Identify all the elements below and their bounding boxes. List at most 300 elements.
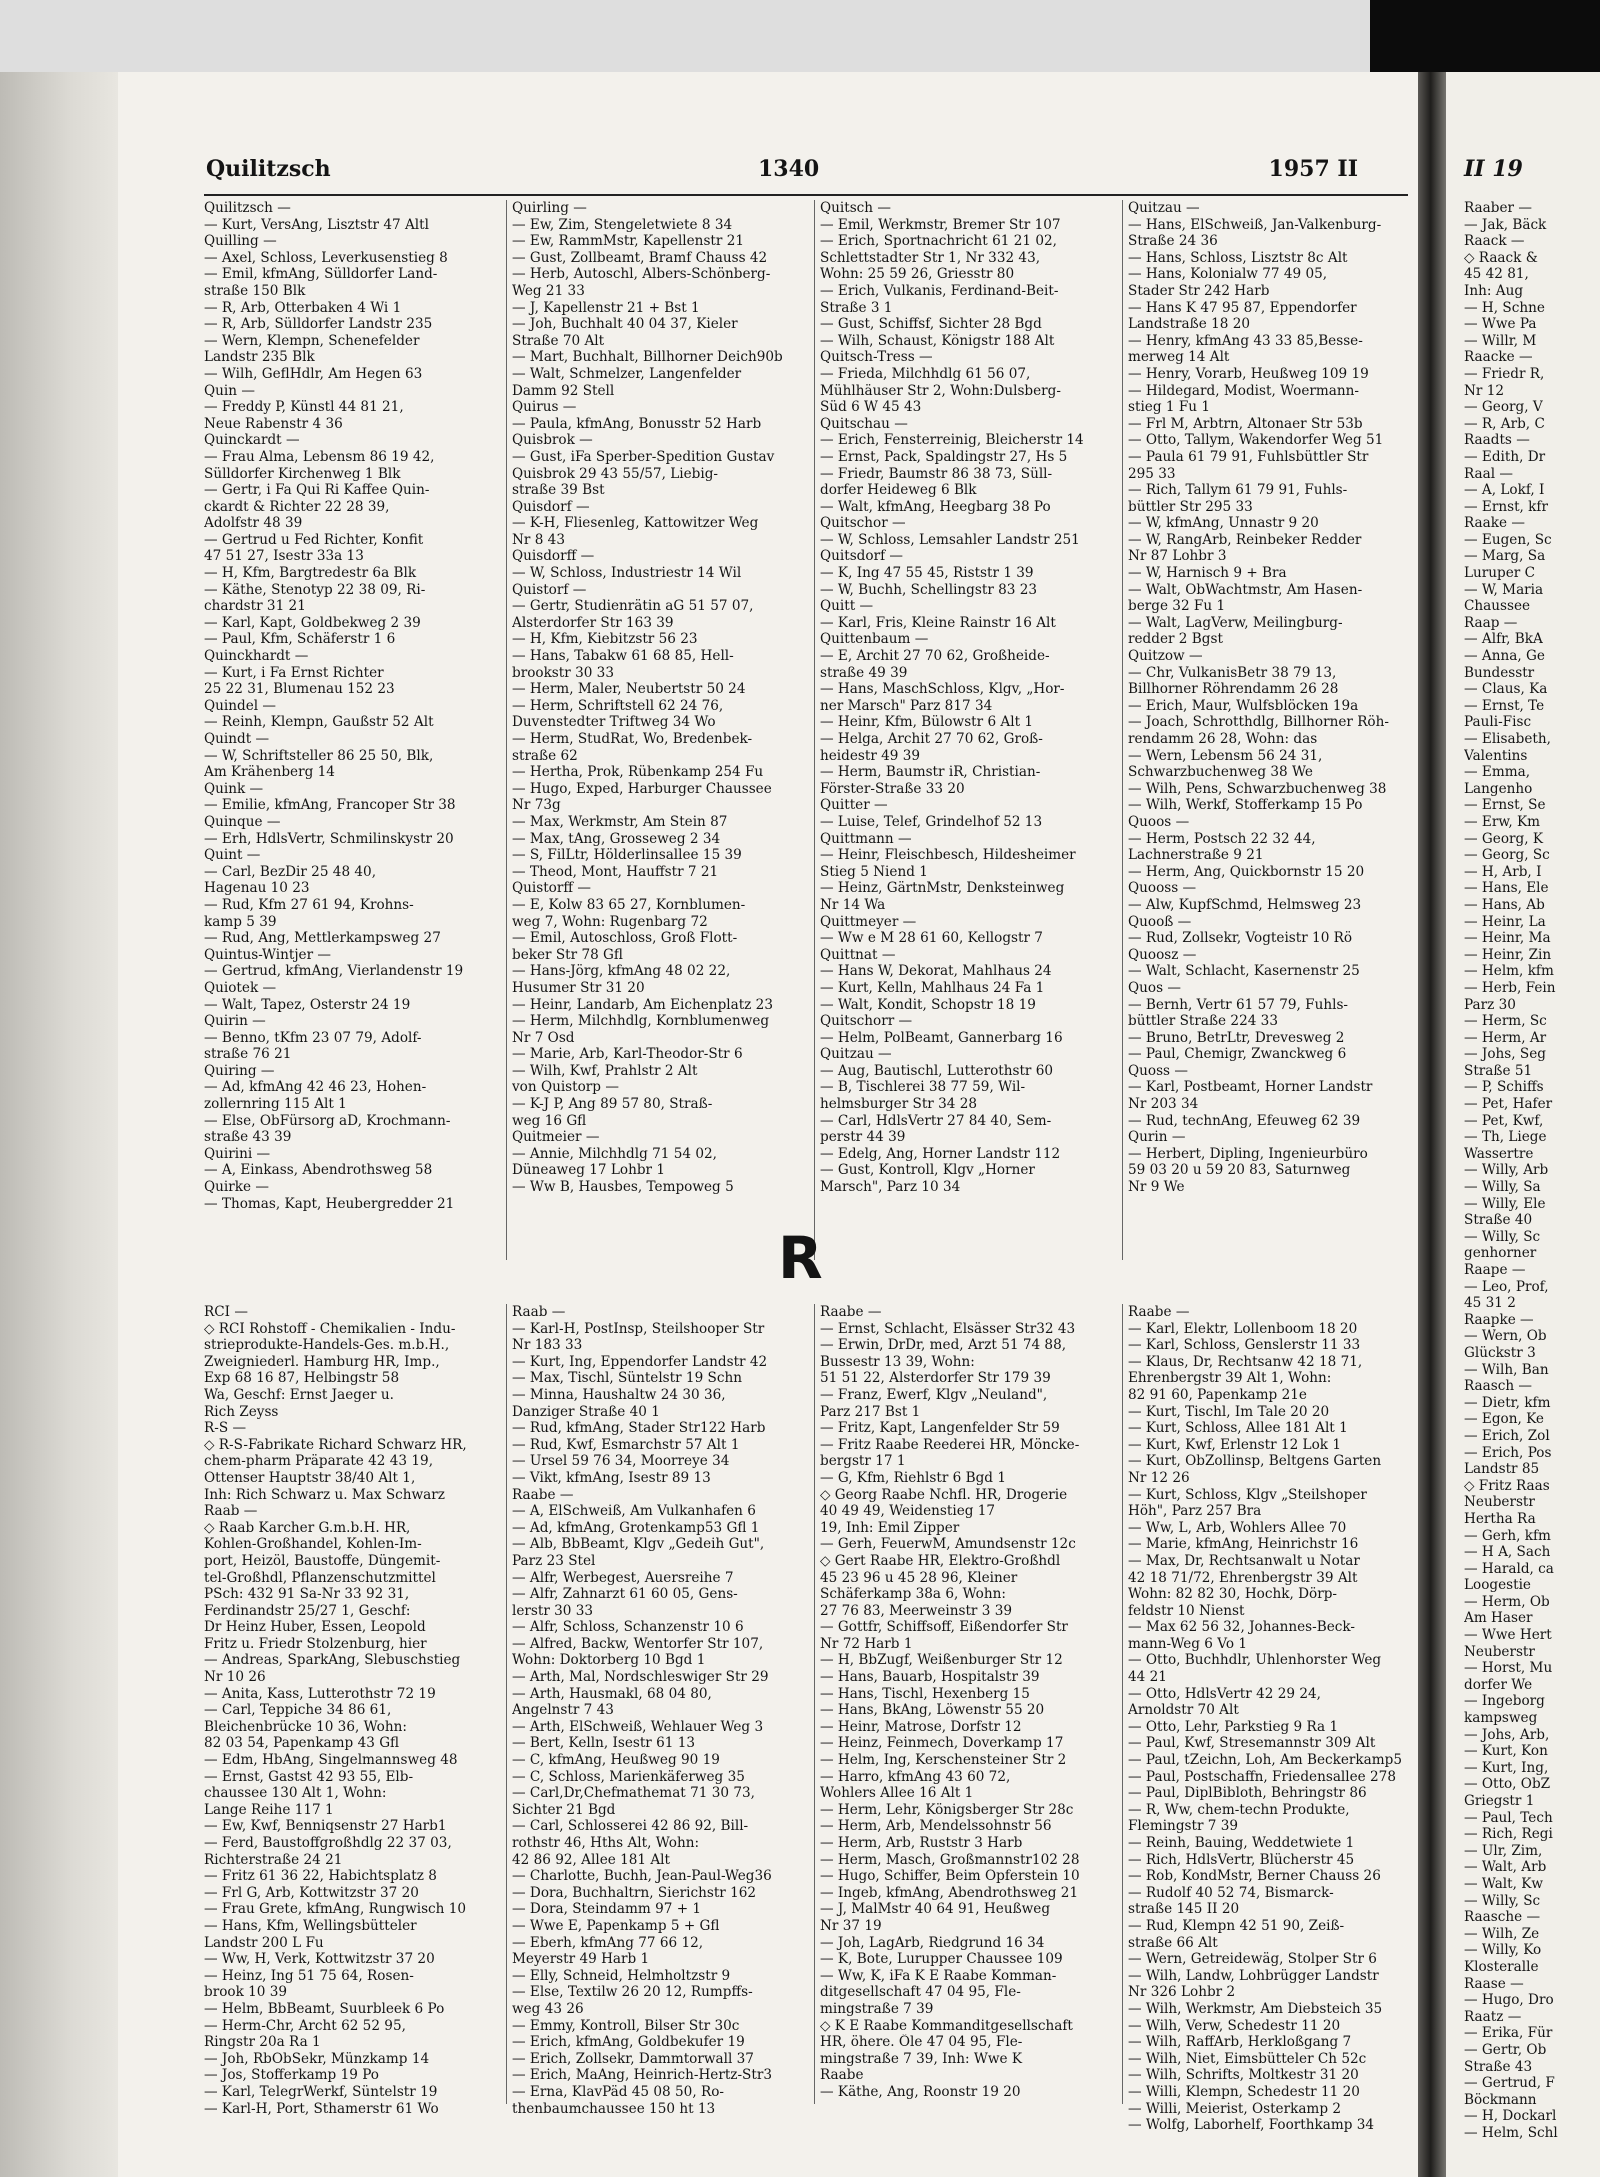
entry-line: — Ernst, Pack, Spaldingstr 27, Hs 5 (820, 448, 1068, 465)
entry-line: — Willy, Sc (1464, 1228, 1541, 1245)
entry-line: — Paul, Postschaffn, Friedensallee 278 (1128, 1768, 1396, 1785)
entry-line: bergstr 17 1 (820, 1453, 906, 1470)
entry-line: — Erw, Km (1464, 813, 1541, 830)
entry-line: — Herm, Maler, Neubertstr 50 24 (512, 681, 746, 698)
entry-line: — Anna, Ge (1464, 648, 1545, 665)
entry-line: — B, Tischlerei 38 77 59, Wil- (820, 1079, 1026, 1096)
entry-line: — Georg, K (1464, 830, 1544, 847)
entry-line: Valentins (1464, 747, 1528, 764)
entry-line: straße 62 (512, 747, 578, 764)
entry-line: — Emma, (1464, 764, 1531, 781)
entry-line: — Ww B, Hausbes, Tempoweg 5 (512, 1179, 734, 1196)
entry-line: ◇ R-S-Fabrikate Richard Schwarz HR, (204, 1436, 467, 1453)
entry-line: von Quistorp — (512, 1079, 619, 1096)
entry-line: — Max 62 56 32, Johannes-Beck- (1128, 1619, 1355, 1636)
entry-line: — Kurt, i Fa Ernst Richter (204, 664, 384, 681)
entry-line: — Erika, Für (1464, 2025, 1553, 2042)
entry-line: — Joh, RbObSekr, Münzkamp 14 (204, 2050, 430, 2067)
entry-line: — Heinz, Ing 51 75 64, Rosen- (204, 1967, 414, 1984)
entry-line: Lange Reihe 117 1 (204, 1801, 334, 1818)
entry-line: Wohn: Doktorberg 10 Bgd 1 (512, 1652, 706, 1669)
entry-line: — Willy, Sc (1464, 1892, 1541, 1909)
entry-line: Mühlhäuser Str 2, Wohn:Dulsberg- (820, 382, 1061, 399)
entry-line: — H, Kfm, Kiebitzstr 56 23 (512, 631, 698, 648)
entry-line: Bussestr 13 39, Wohn: (820, 1353, 975, 1370)
entry-line: — Annie, Milchhdlg 71 54 02, (512, 1145, 717, 1162)
entry-line: — Eugen, Sc (1464, 531, 1552, 548)
entry-line: — Wolfg, Laborhelf, Foorthkamp 34 (1128, 2117, 1375, 2134)
entry-line: Quisbrok — (512, 432, 593, 449)
entry-line: Quilling — (204, 233, 277, 250)
entry-line: — Alb, BbBeamt, Klgv „Gedeih Gut", (512, 1536, 765, 1553)
entry-line: — Edm, HbAng, Singelmannsweg 48 (204, 1752, 458, 1769)
entry-line: — Mart, Buchhalt, Billhorner Deich90b (512, 349, 783, 366)
entry-line: — Herm, Postsch 22 32 44, (1128, 830, 1316, 847)
entry-line: — Ad, kfmAng, Grotenkamp53 Gfl 1 (512, 1519, 760, 1536)
entry-line: ◇ Raab Karcher G.m.b.H. HR, (204, 1519, 411, 1536)
entry-line: — Joach, Schrotthdlg, Billhorner Röh- (1128, 714, 1389, 731)
entry-line: rendamm 26 28, Wohn: das (1128, 731, 1318, 747)
entry-line: — Ad, kfmAng 42 46 23, Hohen- (204, 1079, 427, 1096)
entry-line: Quisdorf — (512, 498, 590, 515)
entry-line: Sichter 21 Bgd (512, 1801, 616, 1818)
entry-line: straße 39 Bst (512, 482, 605, 499)
entry-line: — Rich, Tallym 61 79 91, Fuhls- (1128, 482, 1348, 499)
entry-line: — C, kfmAng, Heußweg 90 19 (512, 1752, 720, 1769)
entry-line: — Bernh, Vertr 61 57 79, Fuhls- (1128, 996, 1349, 1013)
entry-line: — Herm, StudRat, Wo, Bredenbek- (512, 731, 753, 747)
entry-line: — W, Harnisch 9 + Bra (1128, 565, 1287, 582)
entry-line: Wa, Geschf: Ernst Jaeger u. (204, 1386, 394, 1403)
entry-line: — Rud, Ang, Mettlerkampsweg 27 (204, 930, 441, 947)
entry-line: Quistorf — (512, 581, 587, 598)
entry-line: thenbaumchaussee 150 ht 13 (512, 2100, 716, 2117)
entry-line: — P, Schiffs (1464, 1079, 1544, 1096)
entry-line: Raape — (1464, 1262, 1526, 1278)
entry-line: Landstr 200 L Fu (204, 1934, 324, 1951)
entry-line: beker Str 78 Gfl (512, 946, 623, 963)
entry-line: — Herm, Masch, Großmannstr102 28 (820, 1851, 1080, 1868)
entry-line: Ehrenbergstr 39 Alt 1, Wohn: (1128, 1370, 1332, 1387)
entry-line: — Heinr, Matrose, Dorfstr 12 (820, 1718, 1022, 1735)
book-gutter (1418, 72, 1446, 2177)
entry-line: — Alfr, BkA (1464, 631, 1543, 648)
entry-line: Quoosz — (1128, 946, 1197, 963)
entry-line: Quin — (204, 382, 255, 399)
entry-line: Quittenbaum — (820, 631, 929, 648)
entry-line: Raaber — (1464, 200, 1532, 216)
entry-line: Quitsch-Tress — (820, 349, 933, 366)
entry-line: Luruper C (1464, 565, 1536, 582)
entry-line: — Helm, PolBeamt, Gannerbarg 16 (820, 1029, 1063, 1046)
entry-line: Nr 7 Osd (512, 1029, 575, 1046)
directory-page (118, 72, 1418, 2177)
entry-line: — Erich, Fensterreinig, Bleicherstr 14 (820, 432, 1084, 449)
column-divider (814, 200, 815, 1260)
entry-line: — Hans, Kolonialw 77 49 05, (1128, 266, 1328, 283)
entry-line: — Gust, iFa Sperber-Spedition Gustav (512, 448, 775, 465)
next-page-header: II 19 (1464, 156, 1523, 182)
entry-line: — Hans, MaschSchloss, Klgv, „Hor- (820, 681, 1065, 698)
upper-column-4 (1128, 200, 1414, 1196)
entry-line: Quirus — (512, 399, 577, 416)
next-page-edge (1446, 72, 1600, 2177)
entry-line: kamp 5 39 (204, 913, 277, 930)
entry-line: — Helm, Schl (1464, 2124, 1558, 2141)
entry-line: 25 22 31, Blumenau 152 23 (204, 681, 395, 698)
entry-line: — Otto, HdlsVertr 42 29 24, (1128, 1685, 1321, 1702)
entry-line: — Ww e M 28 61 60, Kellogstr 7 (820, 930, 1043, 947)
entry-line: Raadts — (1464, 432, 1530, 449)
entry-line: — Herm, Ang, Quickbornstr 15 20 (1128, 863, 1365, 880)
entry-line: Quisbrok 29 43 55/57, Liebig- (512, 465, 718, 482)
entry-line: Nr 183 33 (512, 1337, 583, 1354)
upper-column-1 (204, 200, 500, 1212)
entry-line: — Herm, Ar (1464, 1029, 1547, 1046)
entry-line: — Willy, Sa (1464, 1179, 1541, 1196)
entry-line: ◇ Fritz Raas (1464, 1477, 1550, 1494)
entry-line: — Wwe E, Papenkamp 5 + Gfl (512, 1917, 720, 1934)
entry-line: Quitzow — (1128, 648, 1203, 665)
entry-line: — Frau Alma, Lebensm 86 19 42, (204, 448, 435, 465)
next-page-column (1464, 200, 1600, 2141)
entry-line: — Wilh, Pens, Schwarzbuchenweg 38 (1128, 780, 1387, 797)
entry-line: Danziger Straße 40 1 (512, 1403, 660, 1420)
entry-line: — Herm, Baumstr iR, Christian- (820, 764, 1041, 781)
entry-line: Quinckhardt — (204, 648, 309, 665)
entry-line: — Hans W, Dekorat, Mahlhaus 24 (820, 963, 1052, 980)
entry-line: R-S — (204, 1420, 247, 1437)
page-header (118, 156, 1418, 196)
entry-line: Landstraße 18 20 (1128, 316, 1250, 333)
column-divider (1122, 200, 1123, 1260)
entry-line: Billhorner Röhrendamm 26 28 (1128, 681, 1339, 698)
entry-line: — Rud, kfmAng, Stader Str122 Harb (512, 1420, 766, 1437)
entry-line: — Aug, Bautischl, Lutterothstr 60 (820, 1062, 1054, 1079)
entry-line: Nr 37 19 (820, 1917, 882, 1934)
entry-line: Quos — (1128, 979, 1181, 996)
entry-line: — Fritz, Kapt, Langenfelder Str 59 (820, 1420, 1060, 1437)
entry-line: — Carl, Schlosserei 42 86 92, Bill- (512, 1818, 749, 1835)
entry-line: Quinckardt — (204, 432, 300, 449)
entry-line: — Luise, Telef, Grindelhof 52 13 (820, 813, 1043, 830)
entry-line: — Thomas, Kapt, Heubergredder 21 (204, 1195, 455, 1212)
entry-line: — Kurt, Schloss, Allee 181 Alt 1 (1128, 1420, 1348, 1437)
entry-line: — Walt, Kondit, Schopstr 18 19 (820, 996, 1036, 1013)
entry-line: — Karl-H, Port, Sthamerstr 61 Wo (204, 2100, 439, 2117)
entry-line: — Karl, Schloss, Genslerstr 11 33 (1128, 1337, 1361, 1354)
entry-line: — Wilh, Schaust, Königstr 188 Alt (820, 332, 1055, 349)
entry-line: — Erwin, DrDr, med, Arzt 51 74 88, (820, 1337, 1067, 1354)
entry-line: Wohlers Allee 16 Alt 1 (820, 1785, 974, 1802)
entry-line: — Gertrud, F (1464, 2075, 1555, 2092)
entry-line: Inh: Aug (1464, 282, 1524, 299)
entry-line: Quooss — (1128, 880, 1197, 897)
entry-line: Raasch — (1464, 1378, 1533, 1395)
entry-line: — Alw, KupfSchmd, Helmsweg 23 (1128, 896, 1362, 913)
entry-line: Raack — (1464, 233, 1525, 250)
entry-line: — H, BbZugf, Weißenburger Str 12 (820, 1652, 1063, 1669)
entry-line: — Gerh, kfm (1464, 1527, 1551, 1544)
entry-line: — Carl, Teppiche 34 86 61, (204, 1702, 392, 1719)
entry-line: ◇ Gert Raabe HR, Elektro-Großhdl (820, 1552, 1061, 1569)
entry-line: — Walt, Tapez, Osterstr 24 19 (204, 996, 411, 1013)
entry-line: Rich Zeyss (204, 1403, 279, 1420)
entry-line: — Friedr, Baumstr 86 38 73, Süll- (820, 465, 1053, 482)
lower-column-1 (204, 1304, 500, 2117)
entry-line: — C, Schloss, Marienkäferweg 35 (512, 1768, 745, 1785)
entry-line: — Rud, technAng, Efeuweg 62 39 (1128, 1112, 1361, 1129)
page-number: 1340 (758, 156, 820, 182)
entry-line: — Dietr, kfm (1464, 1394, 1551, 1411)
entry-line: — Wilh, Verw, Schedestr 11 20 (1128, 2017, 1341, 2034)
entry-line: 59 03 20 u 59 20 83, Saturnweg (1128, 1162, 1351, 1179)
entry-line: — Hans, BkAng, Löwenstr 55 20 (820, 1702, 1045, 1719)
entry-line: Nr 72 Harb 1 (820, 1635, 913, 1652)
entry-line: — W, Schloss, Industriestr 14 Wil (512, 565, 742, 582)
entry-line: 19, Inh: Emil Zipper (820, 1519, 960, 1536)
entry-line: — Hugo, Schiffer, Beim Opferstein 10 (820, 1868, 1080, 1885)
entry-line: — Horst, Mu (1464, 1660, 1553, 1677)
entry-line: — Walt, LagVerw, Meilingburg- (1128, 614, 1343, 631)
entry-line: — Erich, Sportnachricht 61 21 02, (820, 233, 1057, 250)
entry-line: stieg 1 Fu 1 (1128, 399, 1210, 416)
entry-line: Raabe — (512, 1486, 574, 1503)
entry-line: — Marg, Sa (1464, 548, 1546, 565)
entry-line: — Heinr, Ma (1464, 930, 1551, 947)
entry-line: — Max, Werkmstr, Am Stein 87 (512, 813, 728, 830)
entry-line: ◇ Raack & (1464, 249, 1538, 266)
entry-line: — Max, Dr, Rechtsanwalt u Notar (1128, 1552, 1360, 1569)
entry-line: Quink — (204, 780, 264, 797)
entry-line: Düneaweg 17 Lohbr 1 (512, 1162, 666, 1179)
entry-line: — Rud, Kfm 27 61 94, Krohns- (204, 896, 414, 913)
entry-line: — Gust, Zollbeamt, Bramf Chauss 42 (512, 249, 768, 266)
entry-line: straße 66 Alt (1128, 1934, 1218, 1951)
entry-line: brook 10 39 (204, 1984, 288, 2001)
entry-line: Raab — (204, 1503, 258, 1520)
entry-line: — Emmy, Kontroll, Bilser Str 30c (512, 2017, 740, 2034)
entry-line: dorfer We (1464, 1676, 1533, 1693)
entry-line: — Alfr, Zahnarzt 61 60 05, Gens- (512, 1586, 738, 1603)
entry-line: — Ernst, Gastst 42 93 55, Elb- (204, 1768, 414, 1785)
entry-line: — Heinz, GärtnMstr, Denksteinweg (820, 880, 1065, 897)
entry-line: — K, Bote, Lurupper Chaussee 109 (820, 1951, 1063, 1968)
entry-line: genhorner (1464, 1245, 1537, 1262)
entry-line: — Ernst, Te (1464, 697, 1545, 714)
entry-line: Griegstr 1 (1464, 1793, 1535, 1809)
entry-line: ckardt & Richter 22 28 39, (204, 498, 390, 515)
entry-line: — Alfr, Schloss, Schanzenstr 10 6 (512, 1619, 744, 1636)
entry-line: — Else, ObFürsorg aD, Krochmann- (204, 1112, 451, 1129)
entry-line: — Theod, Mont, Hauffstr 7 21 (512, 863, 719, 880)
entry-line: — Willy, Ele (1464, 1195, 1546, 1212)
entry-line: Dr Heinz Huber, Essen, Leopold (204, 1619, 426, 1636)
entry-line: Quoss — (1128, 1062, 1188, 1079)
entry-line: — Frl G, Arb, Kottwitzstr 37 20 (204, 1884, 419, 1901)
entry-line: — Heinr, Kfm, Bülowstr 6 Alt 1 (820, 714, 1034, 731)
entry-line: — Vikt, kfmAng, Isestr 89 13 (512, 1469, 711, 1486)
entry-line: — A, Lokf, I (1464, 482, 1545, 499)
entry-line: — Hans, Ab (1464, 896, 1545, 913)
entry-line: — Rud, Kwf, Esmarchstr 57 Alt 1 (512, 1436, 740, 1453)
entry-line: — R, Arb, Otterbaken 4 Wi 1 (204, 299, 402, 316)
entry-line: — Eberh, kfmAng 77 66 12, (512, 1934, 704, 1951)
entry-line: — Hans K 47 95 87, Eppendorfer (1128, 299, 1357, 316)
entry-line: — Heinr, La (1464, 913, 1546, 930)
entry-line: — Helga, Archit 27 70 62, Groß- (820, 731, 1043, 747)
entry-line: — Alfred, Backw, Wentorfer Str 107, (512, 1635, 764, 1652)
entry-line: — Alfr, Werbegest, Auersreihe 7 (512, 1569, 734, 1586)
entry-line: — Gertr, i Fa Qui Ri Kaffee Quin- (204, 482, 430, 499)
entry-line: brookstr 30 33 (512, 664, 614, 681)
entry-line: 45 23 96 u 45 28 96, Kleiner (820, 1569, 1018, 1586)
entry-line: — Walt, kfmAng, Heegbarg 38 Po (820, 498, 1051, 515)
entry-line: Quindt — (204, 731, 270, 747)
entry-line: — Herb, Fein (1464, 979, 1556, 996)
entry-line: — Käthe, Ang, Roonstr 19 20 (820, 2083, 1021, 2100)
entry-line: — Erich, Vulkanis, Ferdinand-Beit- (820, 282, 1059, 299)
entry-line: — H A, Sach (1464, 1544, 1551, 1561)
section-letter: R (778, 1224, 823, 1292)
entry-line: Raapke — (1464, 1311, 1534, 1328)
entry-line: — Karl, Postbeamt, Horner Landstr (1128, 1079, 1373, 1096)
entry-line: straße 76 21 (204, 1046, 292, 1063)
entry-line: HR, öhere. Öle 47 04 95, Fle- (820, 2034, 1023, 2051)
entry-line: — Herm, Arb, Mendelssohnstr 56 (820, 1818, 1052, 1835)
entry-line: — Rob, KondMstr, Berner Chauss 26 (1128, 1868, 1381, 1885)
entry-line: — Helm, Ing, Kerschensteiner Str 2 (820, 1752, 1067, 1769)
entry-line: — Claus, Ka (1464, 681, 1548, 698)
entry-line: — Reinh, Klempn, Gaußstr 52 Alt (204, 714, 434, 731)
entry-line: — Marie, Arb, Karl-Theodor-Str 6 (512, 1046, 743, 1063)
entry-line: — Bruno, BetrLtr, Drevesweg 2 (1128, 1029, 1345, 1046)
entry-line: Klosteralle (1464, 1958, 1539, 1975)
entry-line: — Harald, ca (1464, 1560, 1554, 1577)
entry-line: — Wilh, Kwf, Prahlstr 2 Alt (512, 1062, 698, 1079)
entry-line: Böckmann (1464, 2091, 1537, 2108)
entry-line: ◇ RCI Rohstoff - Chemikalien - Indu- (204, 1320, 456, 1337)
entry-line: — Gertrud u Fed Richter, Konfit (204, 531, 424, 548)
entry-line: — Willr, M (1464, 332, 1537, 349)
entry-line: — J, MalMstr 40 64 91, Heußweg (820, 1901, 1051, 1918)
entry-line: Quittmeyer — (820, 913, 917, 930)
entry-line: — Harro, kfmAng 43 60 72, (820, 1768, 1011, 1785)
entry-line: — Rud, Klempn 42 51 90, Zeiß- (1128, 1917, 1345, 1934)
entry-line: — W, Maria (1464, 581, 1544, 598)
entry-line: Raal — (1464, 465, 1514, 482)
entry-line: — Rud, Zollsekr, Vogteistr 10 Rö (1128, 930, 1353, 947)
entry-line: — Herm-Chr, Archt 62 52 95, (204, 2017, 406, 2034)
upper-column-3 (820, 200, 1116, 1196)
entry-line: lerstr 30 33 (512, 1602, 594, 1619)
entry-line: Nr 73g (512, 797, 561, 814)
entry-line: chaussee 130 Alt 1, Wohn: (204, 1785, 387, 1802)
entry-line: dorfer Heideweg 6 Blk (820, 482, 977, 499)
entry-line: — Wilh, RaffArb, Herkloßgang 7 (1128, 2034, 1352, 2051)
entry-line: Schäferkamp 38a 6, Wohn: (820, 1586, 1006, 1603)
entry-line: Quirling — (512, 200, 587, 216)
entry-line: — Paula 61 79 91, Fuhlsbüttler Str (1128, 448, 1369, 465)
entry-line: Höh", Parz 257 Bra (1128, 1503, 1262, 1520)
entry-line: Hagenau 10 23 (204, 880, 310, 897)
entry-line: — R, Ww, chem-techn Produkte, (1128, 1801, 1350, 1818)
entry-line: — Frau Grete, kfmAng, Rungwisch 10 (204, 1901, 467, 1918)
entry-line: Raatz — (1464, 2008, 1522, 2025)
entry-line: Arnoldstr 70 Alt (1128, 1702, 1239, 1719)
entry-line: Straße 70 Alt (512, 332, 605, 349)
entry-line: — Leo, Prof, (1464, 1278, 1549, 1295)
entry-line: — H, Arb, I (1464, 863, 1542, 880)
entry-line: Nr 9 We (1128, 1179, 1185, 1196)
entry-line: — Gertr, Ob (1464, 2041, 1547, 2058)
entry-line: büttler Str 295 33 (1128, 498, 1253, 515)
entry-line: — Dora, Steindamm 97 + 1 (512, 1901, 702, 1918)
entry-line: — Else, Textilw 26 20 12, Rumpffs- (512, 1984, 753, 2001)
entry-line: — E, Archit 27 70 62, Großheide- (820, 648, 1050, 665)
entry-line: Raake — (1464, 515, 1525, 532)
entry-line: Quiotek — (204, 979, 277, 996)
entry-line: — Kurt, Schloss, Klgv „Steilshoper (1128, 1486, 1367, 1503)
entry-line: straße 43 39 (204, 1129, 292, 1146)
entry-line: — Hugo, Exped, Harburger Chaussee (512, 780, 772, 797)
entry-line: — Hans, Ele (1464, 880, 1549, 897)
entry-line: Straße 51 (1464, 1062, 1533, 1079)
entry-line: — Wilh, Werkf, Stofferkamp 15 Po (1128, 797, 1363, 814)
entry-line: Neue Rabenstr 4 36 (204, 415, 343, 432)
entry-line: — Walt, Schmelzer, Langenfelder (512, 365, 742, 382)
entry-line: — Ferd, Baustoffgroßhdlg 22 37 03, (204, 1835, 452, 1851)
entry-line: — Wilh, Werkmstr, Am Diebsteich 35 (1128, 2000, 1383, 2017)
entry-line: — Erna, KlavPäd 45 08 50, Ro- (512, 2083, 724, 2100)
entry-line: — Willi, Klempn, Schedestr 11 20 (1128, 2083, 1360, 2100)
entry-line: Förster-Straße 33 20 (820, 780, 965, 797)
entry-line: — Ew, Zim, Stengeletwiete 8 34 (512, 216, 733, 233)
entry-line: Quisdorff — (512, 548, 595, 565)
entry-line: Raabe (820, 2067, 864, 2084)
entry-line: — Joh, LagArb, Riedgrund 16 34 (820, 1934, 1045, 1951)
entry-line: — Ew, Kwf, Benniqsenstr 27 Harb1 (204, 1818, 447, 1835)
entry-line: — Karl-H, PostInsp, Steilshooper Str (512, 1320, 765, 1337)
entry-line: Quintus-Wintjer — (204, 946, 332, 963)
entry-line: Raabe — (820, 1304, 882, 1320)
entry-line: Nr 14 Wa (820, 896, 886, 913)
entry-line: — R, Arb, C (1464, 415, 1545, 432)
entry-line: Landstr 235 Blk (204, 349, 315, 366)
entry-line: Duvenstedter Triftweg 34 Wo (512, 714, 716, 731)
entry-line: — Herm, Schriftstell 62 24 76, (512, 697, 724, 714)
entry-line: — Reinh, Bauing, Weddetwiete 1 (1128, 1835, 1355, 1851)
entry-line: — Elly, Schneid, Helmholtzstr 9 (512, 1967, 731, 1984)
entry-line: — Arth, Mal, Nordschleswiger Str 29 (512, 1669, 769, 1686)
entry-line: Quitmeier — (512, 1129, 600, 1146)
entry-line: — Emil, Werkmstr, Bremer Str 107 (820, 216, 1061, 233)
entry-line: Stader Str 242 Harb (1128, 282, 1270, 299)
entry-line: — Minna, Haushaltw 24 30 36, (512, 1386, 726, 1403)
entry-line: Ringstr 20a Ra 1 (204, 2034, 321, 2051)
entry-line: — H, Kfm, Bargtredestr 6a Blk (204, 565, 417, 582)
entry-line: Quitsch — (820, 200, 891, 216)
entry-line: — Wern, Lebensm 56 24 31, (1128, 747, 1323, 764)
entry-line: — Käthe, Stenotyp 22 38 09, Ri- (204, 581, 426, 598)
entry-line: Raab — (512, 1304, 566, 1320)
entry-line: — Herm, Arb, Ruststr 3 Harb (820, 1835, 1023, 1851)
entry-line: — Herm, Milchhdlg, Kornblumenweg (512, 1013, 770, 1030)
entry-line: — Erich, Zollsekr, Dammtorwall 37 (512, 2050, 754, 2067)
entry-line: Parz 217 Bst 1 (820, 1403, 921, 1420)
entry-line: — Paul, Tech (1464, 1809, 1553, 1826)
entry-line: — Ww, K, iFa K E Raabe Komman- (820, 1967, 1057, 1984)
